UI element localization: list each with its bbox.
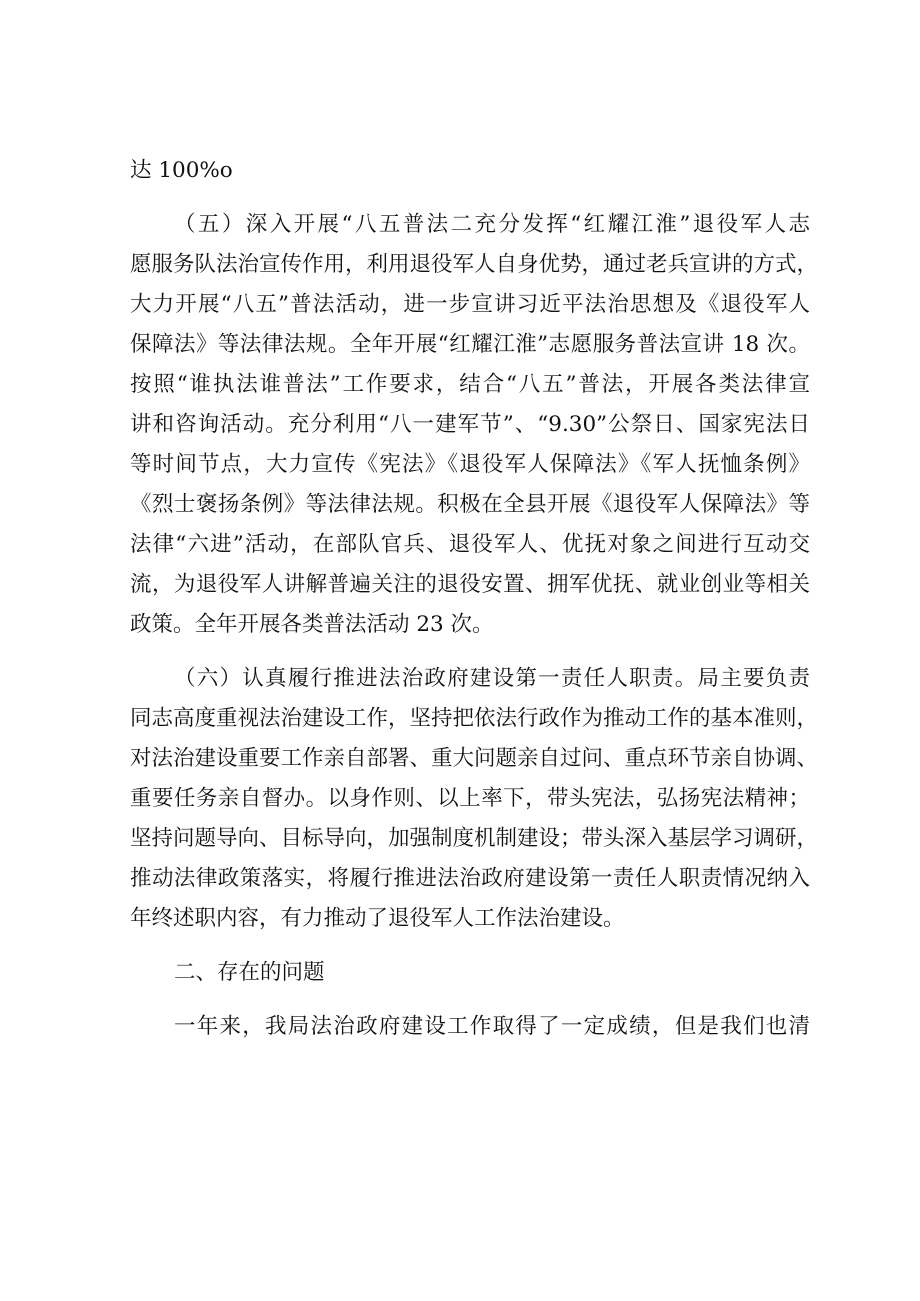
paragraph-five xyxy=(130,205,819,645)
paragraph-six xyxy=(130,659,819,939)
text-line: 推动法律政策落实，将履行推进法治政府建设第一责任人职责情况纳入 xyxy=(130,866,810,891)
text-line: 按照“谁执法谁普法”工作要求，结合“八五”普法，开展各类法律宣 xyxy=(130,372,810,397)
section-heading: 二、存在的问题 xyxy=(174,960,325,985)
text-line: 保障法》等法律法规。全年开展“红耀江淮”志愿服务普法宣讲 18 次。 xyxy=(130,332,810,357)
text-line: 讲和咨询活动。充分利用“八一建军节”、“9.30”公祭日、国家宪法日 xyxy=(130,412,810,437)
text-line: 等时间节点，大力宣传《宪法》《退役军人保障法》《军人抚恤条例》 xyxy=(130,452,810,477)
text-line: 同志高度重视法治建设工作，坚持把依法行政作为推动工作的基本准则， xyxy=(130,706,819,731)
text-line: 愿服务队法治宣传作用，利用退役军人自身优势，通过老兵宣讲的方式， xyxy=(130,252,819,277)
text-line: 年终述职内容，有力推动了退役军人工作法治建设。 xyxy=(130,906,625,931)
text-line: 一年来，我局法治政府建设工作取得了一定成绩，但是我们也清 xyxy=(174,1014,810,1039)
text-line: 坚持问题导向、目标导向，加强制度机制建设；带头深入基层学习调研， xyxy=(130,826,819,851)
paragraph-gap xyxy=(130,993,810,1007)
paragraph-gap xyxy=(130,939,810,953)
text-line: 法律“六进”活动，在部队官兵、退役军人、优抚对象之间进行互动交 xyxy=(130,532,810,557)
text-line: 对法治建设重要工作亲自部署、重大问题亲自过问、重点环节亲自协调、 xyxy=(130,746,819,771)
text-line: 流，为退役军人讲解普遍关注的退役安置、拥军优抚、就业创业等相关 xyxy=(130,572,810,597)
text-line: （五）深入开展“八五普法二充分发挥“红耀江淮”退役军人志 xyxy=(174,212,810,237)
text-line: 大力开展“八五”普法活动，进一步宣讲习近平法治思想及《退役军人 xyxy=(130,292,810,317)
document-body xyxy=(130,151,819,1047)
text-line: 达 100%o xyxy=(130,158,233,183)
text-line: （六）认真履行推进法治政府建设第一责任人职责。局主要负责 xyxy=(174,666,810,691)
paragraph-gap xyxy=(130,191,810,205)
text-line: 重要任务亲自督办。以身作则、以上率下，带头宪法，弘扬宪法精神； xyxy=(130,786,810,811)
text-line: 《烈士褒扬条例》等法律法规。积极在全县开展《退役军人保障法》等 xyxy=(130,492,810,517)
text-line: 政策。全年开展各类普法活动 23 次。 xyxy=(130,612,494,637)
paragraph-gap xyxy=(130,645,810,659)
